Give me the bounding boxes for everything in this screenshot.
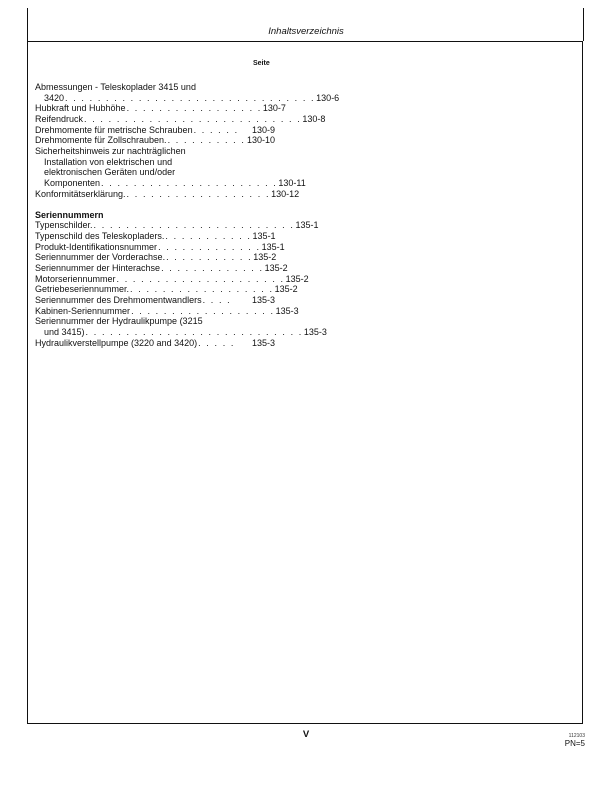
toc-entry-label: Komponenten xyxy=(44,177,101,188)
toc-entry-label: Drehmomente für metrische Schrauben xyxy=(35,124,193,135)
toc-entry-label: Drehmomente für Zollschrauben. xyxy=(35,135,167,146)
toc-entry[interactable] xyxy=(35,103,286,114)
toc-page-ref: 135-3 xyxy=(251,337,275,348)
toc-entry[interactable] xyxy=(35,338,275,349)
toc-entry-text-line: Abmessungen - Teleskoplader 3415 und xyxy=(35,82,196,92)
dot-leader: . . . . . . . . . . . . . . . . . . xyxy=(131,305,275,316)
toc-entry[interactable] xyxy=(35,252,275,263)
toc-page-ref: 135-2 xyxy=(274,284,298,295)
toc-page-ref: 135-1 xyxy=(252,231,276,242)
dot-leader: . . . . . . . . . . . xyxy=(165,231,252,242)
toc-page-ref: 135-3 xyxy=(303,327,327,338)
toc-page-ref: 130-7 xyxy=(262,103,286,114)
toc-entry-label: Hydraulikverstellpumpe (3220 and 3420) xyxy=(35,337,198,348)
toc-entry-text-line: Sicherheitshinweis zur nachträglichen xyxy=(35,145,186,156)
dot-leader: . . . . . . . . . . . . . . . . . . . . . . . . . . . xyxy=(85,327,303,338)
toc-page-ref: 135-2 xyxy=(264,263,288,274)
toc-entry-text-line: Seriennummer der Hydraulikpumpe (3215 xyxy=(35,316,203,327)
toc-entry-text-line: elektronischen Geräten und/oder xyxy=(44,167,176,178)
toc-entry[interactable] xyxy=(35,241,285,253)
seite-column-label: Seite xyxy=(253,60,270,67)
dot-leader: . . . . . . . . . . . . . . . . . . . . . . xyxy=(101,177,278,188)
toc-page-ref: 130-8 xyxy=(302,113,326,124)
pn-number: PN=5 xyxy=(564,739,585,748)
dot-leader: . . . . . xyxy=(198,337,235,348)
dot-leader: . . . . . . . . . . . . . . . . . . . . . . . . . . . . . . . xyxy=(65,92,316,103)
toc-entry[interactable] xyxy=(35,125,275,136)
toc-entry-label: Typenschilder. xyxy=(35,220,93,231)
toc-entry[interactable] xyxy=(35,305,299,317)
toc-entry[interactable] xyxy=(35,273,309,285)
toc-entry-label: Kabinen-Seriennummer xyxy=(35,305,131,316)
toc-page-ref: 135-3 xyxy=(251,295,275,306)
toc-entry-label: 3420 xyxy=(44,92,65,103)
dot-leader: . . . . . . . . . . . . . xyxy=(161,263,264,274)
toc-entry[interactable] xyxy=(35,316,327,338)
toc-entry[interactable] xyxy=(35,135,275,146)
dot-leader: . . . . . . . . . . . . . xyxy=(158,241,261,252)
toc-page-ref: 135-3 xyxy=(275,305,299,316)
toc-entry-label: Reifendruck xyxy=(35,113,84,124)
toc-page-ref: 130-6 xyxy=(316,92,340,103)
dot-leader: . . . . . . . . . . . . . . . . . . . . . . . . . xyxy=(93,220,295,231)
toc-page-ref: 135-1 xyxy=(261,241,285,252)
toc-page-ref: 135-2 xyxy=(253,252,277,263)
dot-leader: . . . . . . . . . . xyxy=(167,135,246,146)
toc-page-ref: 130-10 xyxy=(246,135,275,146)
dot-leader: . . . . . . xyxy=(193,124,239,135)
section-title: Seriennummern xyxy=(35,209,104,220)
dot-leader: . . . . . . . . . . . . . . . . . . . . . . . . . . . xyxy=(84,113,302,124)
toc-entry[interactable] xyxy=(35,145,306,189)
toc-entry-label: Getriebeseriennummer. xyxy=(35,284,130,295)
page-header-title: Inhaltsverzeichnis xyxy=(268,26,344,37)
toc-entry[interactable] xyxy=(35,284,298,295)
page-number: V xyxy=(302,729,310,740)
toc-entry-label: Motorseriennummer xyxy=(35,273,116,284)
toc-entry[interactable] xyxy=(35,231,275,242)
toc-entry-label: und 3415) xyxy=(44,327,85,338)
toc-entry-label: Typenschild des Teleskopladers. xyxy=(35,231,165,242)
toc-entry-label: Hubkraft und Hubhöhe xyxy=(35,103,126,114)
toc-entry-label: Seriennummer der Vorderachse. xyxy=(35,252,166,263)
toc-entry-label: Seriennummer des Drehmomentwandlers xyxy=(35,295,202,306)
table-of-contents xyxy=(35,82,340,348)
dot-leader: . . . . xyxy=(202,295,232,306)
toc-entry[interactable] xyxy=(35,82,340,103)
toc-entry-text-line: Installation von elektrischen und xyxy=(44,156,173,167)
toc-entry[interactable] xyxy=(35,220,319,231)
dot-leader: . . . . . . . . . . . . . . . . . . . . . xyxy=(116,273,285,284)
dot-leader: . . . . . . . . . . . . . . . . . xyxy=(126,103,262,114)
dot-leader: . . . . . . . . . . . . . . . . . . xyxy=(130,284,274,295)
toc-entry-label: Konformitätserklärung. xyxy=(35,188,126,199)
toc-entry[interactable] xyxy=(35,113,326,125)
toc-entry[interactable] xyxy=(35,188,300,200)
toc-entry[interactable] xyxy=(35,295,275,306)
toc-page-ref: 135-1 xyxy=(295,220,319,231)
toc-page-ref: 130-12 xyxy=(271,188,300,199)
document-code: 112103 xyxy=(568,733,585,739)
toc-entry[interactable] xyxy=(35,263,288,274)
toc-page-ref: 130-11 xyxy=(278,177,306,188)
dot-leader: . . . . . . . . . . . . . . . . . . xyxy=(126,188,271,199)
toc-page-ref: 130-9 xyxy=(251,124,275,135)
toc-entry-label: Seriennummer der Hinterachse xyxy=(35,263,161,274)
dot-leader: . . . . . . . . . . . xyxy=(166,252,253,263)
toc-page-ref: 135-2 xyxy=(285,273,309,284)
toc-entry-label: Produkt-Identifikationsnummer xyxy=(35,241,158,252)
